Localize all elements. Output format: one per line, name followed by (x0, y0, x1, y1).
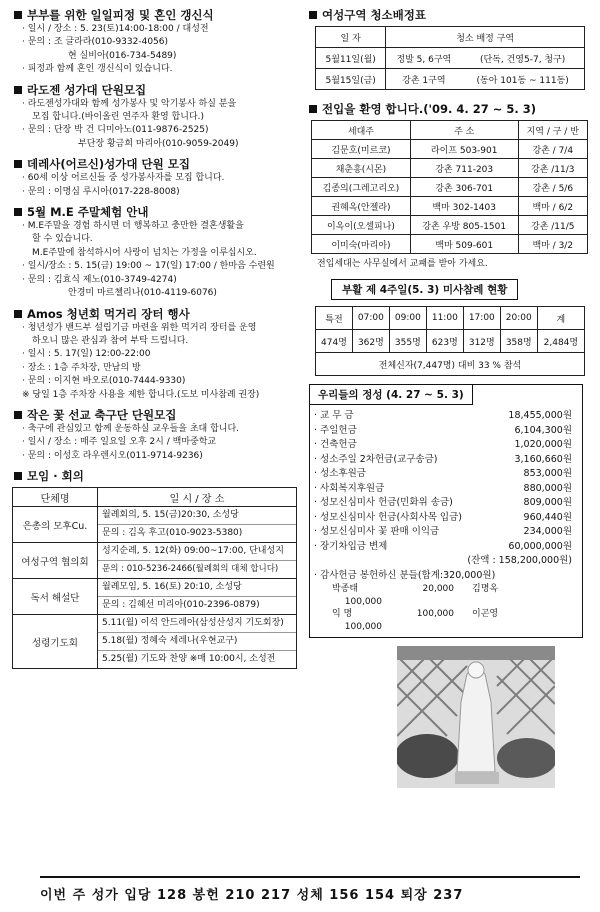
details-cell (98, 615, 297, 669)
info-line: ※ 당일 1층 주차장 사용을 제한 합니다.(도보 미사참례 권장) (22, 389, 260, 400)
bullet-square-icon (14, 310, 22, 318)
table-row (312, 159, 588, 178)
org-cell: 성령기도회 (13, 615, 98, 669)
cleaning-table (315, 26, 585, 90)
info-line: 부단장 황금희 마리아(010-9059-2049) (78, 138, 239, 149)
me-weekend-section (12, 205, 300, 300)
table-cell: 라이프 503-901 (410, 140, 518, 159)
table-cell: 김종의(그레고리오) (312, 178, 411, 197)
table-row (316, 330, 585, 353)
table-row (13, 543, 297, 579)
table-row (13, 507, 297, 543)
table-row (316, 353, 585, 376)
bullet-square-icon (14, 411, 22, 419)
detail-line: 5.11(월) 이석 안드레아(삼성산성지 기도회장) (98, 615, 296, 633)
info-line: · 피정과 함께 혼인 갱신식이 있습니다. (22, 64, 173, 75)
table-header: 지역 / 구 / 반 (518, 121, 587, 140)
couples-retreat-section (12, 8, 300, 77)
statue-image (397, 646, 555, 788)
table-cell: 강촌 1구역 (386, 69, 461, 90)
info-line: 하오니 많은 관심과 참여 부탁 드립니다. (32, 335, 189, 346)
right-column (307, 8, 592, 788)
elders-choir-section (12, 157, 300, 199)
offering-item: · 주일헌금 6,104,300원 (314, 424, 572, 436)
me-weekend-title: 5월 M.E 주말체험 안내 (12, 205, 300, 220)
table-cell: 07:00 (352, 307, 389, 330)
info-line: · 일시 / 장소 : 5. 23(토)14:00-18:00 / 대성전 (22, 24, 209, 34)
table-cell: 09:00 (389, 307, 426, 330)
table-cell: 김문호(미르코) (312, 140, 411, 159)
detail-line: 문의 : 김혜선 미리아(010-2396-0879) (102, 600, 260, 611)
table-cell: 474명 (316, 330, 353, 353)
info-line: · M.E주말을 경험 하시면 더 행복하고 충만한 결혼생활을 (22, 221, 244, 232)
bullet-square-icon (14, 86, 22, 94)
table-row (312, 216, 588, 235)
table-header: 청소 배정 구역 (386, 27, 585, 48)
table-row (312, 140, 588, 159)
table-cell: 계 (537, 307, 584, 330)
detail-line: 월례회의, 5. 15(금)20:30, 소성당 (98, 507, 296, 525)
thanks-title: · 감사헌금 봉헌하신 분들(합계:320,000원) (314, 569, 496, 581)
detail-line: 5.25(월) 기도와 찬양 ※매 10:00시, 소성전 (102, 654, 276, 665)
table-cell: 20:00 (500, 307, 537, 330)
org-cell: 독서 해설단 (13, 579, 98, 615)
details-cell (98, 507, 297, 543)
table-cell: 강촌 306-701 (410, 178, 518, 197)
attendance-title: 부활 제 4주일(5. 3) 미사참례 현황 (331, 279, 518, 300)
detail-line: 성지순례, 5. 12(화) 09:00~17:00, 단내성지 (98, 543, 296, 561)
couples-retreat-title: 부부를 위한 일일피정 및 혼인 갱신식 (12, 8, 300, 23)
offering-item: · 사회복지후원금 880,000원 (314, 482, 572, 494)
table-cell: 강촌 711-203 (410, 159, 518, 178)
table-header: 일 자 (316, 27, 386, 48)
bullet-square-icon (14, 11, 22, 19)
info-line: 현 실비아(016-734-5489) (68, 50, 177, 61)
table-row (316, 69, 585, 90)
info-line: 모집 합니다.(바이올린 연주자 환영 합니다.) (32, 112, 204, 123)
info-line: · 문의 : 조 글라라(010-9332-4056) (22, 37, 169, 48)
org-cell: 여성구역 협의회 (13, 543, 98, 579)
offering-item: · 성소후원금 853,000원 (314, 468, 572, 480)
table-cell: (동아 101동 ~ 111동) (461, 69, 584, 90)
attendance-table (315, 306, 585, 376)
details-cell (98, 579, 297, 615)
table-cell: 이미숙(마리아) (312, 235, 411, 254)
table-cell: 강촌 우방 805-1501 (410, 216, 518, 235)
info-line: · 문의 : 김효식 제노(010-3749-4274) (22, 274, 177, 285)
donor-name: 김명옥 (472, 584, 499, 595)
welcome-note: 전입세대는 사무실에서 교패를 받아 가세요. (317, 259, 488, 269)
offering-list (310, 409, 582, 633)
table-cell: 백마 / 6/2 (518, 197, 587, 216)
detail-line: 문의 : 010-5236-2466(월례회의 대체 합니다) (102, 564, 279, 575)
table-cell: 백마 509-601 (410, 235, 518, 254)
offering-item: · 성모신심미사 헌금(사회사목 입금) 960,440원 (314, 511, 572, 523)
table-cell: 623명 (426, 330, 463, 353)
table-cell: 백마 / 3/2 (518, 235, 587, 254)
offering-item: · 장기차입금 변제 60,000,000원 (314, 540, 572, 552)
offering-item: · 교 무 금 18,455,000원 (314, 410, 572, 422)
left-column (12, 8, 300, 675)
cleaning-title: 여성구역 청소배정표 (307, 8, 592, 23)
table-cell: 강촌 /11/3 (518, 159, 587, 178)
table-cell: 2,484명 (537, 330, 584, 353)
bullet-square-icon (14, 208, 22, 216)
table-row (312, 235, 588, 254)
soccer-recruit-title: 작은 꽃 선교 축구단 단원모집 (12, 408, 300, 423)
info-line: · 축구에 관심있고 함께 운동하실 교우들을 초대 합니다. (22, 423, 240, 434)
table-cell: 채춘흥(시몬) (312, 159, 411, 178)
info-line: 할 수 있습니다. (32, 234, 93, 245)
table-row (13, 615, 297, 669)
info-line: · 일시/장소 : 5. 15(금) 19:00 ~ 17(일) 17:00 / 한마음 수련원 (22, 261, 275, 272)
table-cell: 강촌 / 7/4 (518, 140, 587, 159)
table-row (312, 178, 588, 197)
offering-item: · 성모신심미사 헌금(민화위 송금) 809,000원 (314, 497, 572, 509)
donor-name: 이곤영 (472, 609, 499, 620)
weekly-hymns-footer: 이번 주 성가 입당 128 봉헌 210 217 성체 156 154 퇴장 237 (40, 876, 580, 903)
donor-row (310, 608, 582, 633)
table-cell: 백마 302-1403 (410, 197, 518, 216)
offering-title: 우리들의 정성 (4. 27 ~ 5. 3) (310, 385, 473, 405)
info-line: · 문의 : 단장 박 건 디미아노(011-9876-2525) (22, 125, 209, 136)
table-header: 단체명 (13, 488, 98, 507)
table-header-row (312, 121, 588, 140)
info-line: · 문의 : 이명심 루시아(017-228-8008) (22, 186, 180, 197)
table-header: 주 소 (410, 121, 518, 140)
soccer-recruit-section (12, 408, 300, 463)
info-line: · 장소 : 1층 주차장, 만남의 방 (22, 362, 141, 373)
donor-amount: 20,000 (422, 584, 454, 595)
info-line: · 60세 이상 어르신들 중 성가봉사자를 모집 합니다. (22, 173, 225, 184)
details-cell (98, 543, 297, 579)
detail-line: 월례모임, 5. 16(토) 20:10, 소성당 (98, 579, 296, 597)
table-row (312, 197, 588, 216)
offering-item: · 성소주일 2차헌금(교구송금) 3,160,660원 (314, 453, 572, 465)
info-line: · 청년성가 밴드부 설립기금 마련을 위한 먹거리 장터를 운영 (22, 322, 257, 333)
table-cell: 362명 (352, 330, 389, 353)
welcome-table (311, 120, 588, 254)
donor-row (310, 583, 582, 608)
table-header: 세대주 (312, 121, 411, 140)
meetings-title: 모임 · 회의 (12, 469, 300, 484)
table-cell: 특전 (316, 307, 353, 330)
org-cell: 은총의 모후Cu. (13, 507, 98, 543)
offering-section (309, 384, 583, 638)
donor-name: 박종태 (332, 584, 359, 595)
choir-recruit-title: 라도젠 성가대 단원모집 (12, 83, 300, 98)
table-cell: 358명 (500, 330, 537, 353)
table-cell: 강촌 / 5/6 (518, 178, 587, 197)
table-cell: 5월11일(월) (316, 48, 386, 69)
table-cell: 5월15일(금) (316, 69, 386, 90)
cleaning-section (307, 8, 592, 90)
table-cell: 17:00 (463, 307, 500, 330)
table-row (316, 48, 585, 69)
donor-name: 익 명 (332, 609, 353, 620)
info-line: M.E주말에 참석하시어 사랑이 넘치는 가정을 이루십시오. (32, 247, 257, 258)
elders-choir-title: 데레사(어르신)성가대 단원 모집 (12, 157, 300, 172)
donor-amount: 100,000 (344, 596, 382, 607)
table-header: 일 시 / 장 소 (98, 488, 297, 507)
table-cell: 312명 (463, 330, 500, 353)
offering-balance: (잔액 : 158,200,000원) (467, 555, 572, 567)
attendance-section (307, 279, 592, 376)
info-line: · 문의 : 이지현 바오로(010-7444-9330) (22, 376, 186, 387)
table-cell: (단독, 건영5-7, 청구) (461, 48, 584, 69)
meetings-table (12, 487, 297, 669)
amos-market-title: Amos 청년회 먹거리 장터 행사 (12, 307, 300, 322)
detail-line: 5.18(월) 정혜숙 세레나(우현교구) (98, 633, 296, 651)
table-cell: 11:00 (426, 307, 463, 330)
bullet-square-icon (309, 105, 317, 113)
welcome-section (307, 102, 592, 271)
mary-statue-photo (397, 646, 555, 788)
info-line: · 일시 / 장소 : 매주 일요일 오후 2시 / 백마중학교 (22, 437, 217, 448)
detail-line: 문의 : 김옥 후고(010-9023-5380) (102, 528, 243, 539)
choir-recruit-section (12, 83, 300, 152)
offering-item: · 건축헌금 1,020,000원 (314, 439, 572, 451)
welcome-title: 전입을 환영 합니다.('09. 4. 27 ~ 5. 3) (307, 102, 592, 117)
table-cell: 정발 5, 6구역 (386, 48, 461, 69)
table-cell: 권혜옥(안젤라) (312, 197, 411, 216)
info-line: · 문의 : 이성호 라우렌시오(011-9714-9236) (22, 450, 203, 461)
table-row (316, 307, 585, 330)
bullet-square-icon (14, 160, 22, 168)
table-row (13, 579, 297, 615)
offering-item: · 성모신심미사 꽃 판매 이익금 234,000원 (314, 526, 572, 538)
attendance-summary: 전체신자(7,447명) 대비 33 % 참석 (316, 353, 585, 376)
info-line: · 일시 : 5. 17(일) 12:00-22:00 (22, 349, 151, 360)
bullet-square-icon (309, 11, 317, 19)
info-line: 안경미 마르첼리나(010-4119-6076) (68, 288, 217, 299)
donor-amount: 100,000 (416, 609, 454, 620)
table-cell: 강촌 /11/5 (518, 216, 587, 235)
amos-market-section (12, 307, 300, 402)
info-line: · 라도젠성가대와 함께 성가봉사 및 악기봉사 하실 분을 (22, 98, 237, 109)
table-cell: 355명 (389, 330, 426, 353)
meetings-section (12, 469, 300, 669)
table-header-row (316, 27, 585, 48)
table-header-row (13, 488, 297, 507)
donor-amount: 100,000 (344, 621, 382, 632)
table-cell: 이옥이(오셀피나) (312, 216, 411, 235)
bullet-square-icon (14, 472, 22, 480)
